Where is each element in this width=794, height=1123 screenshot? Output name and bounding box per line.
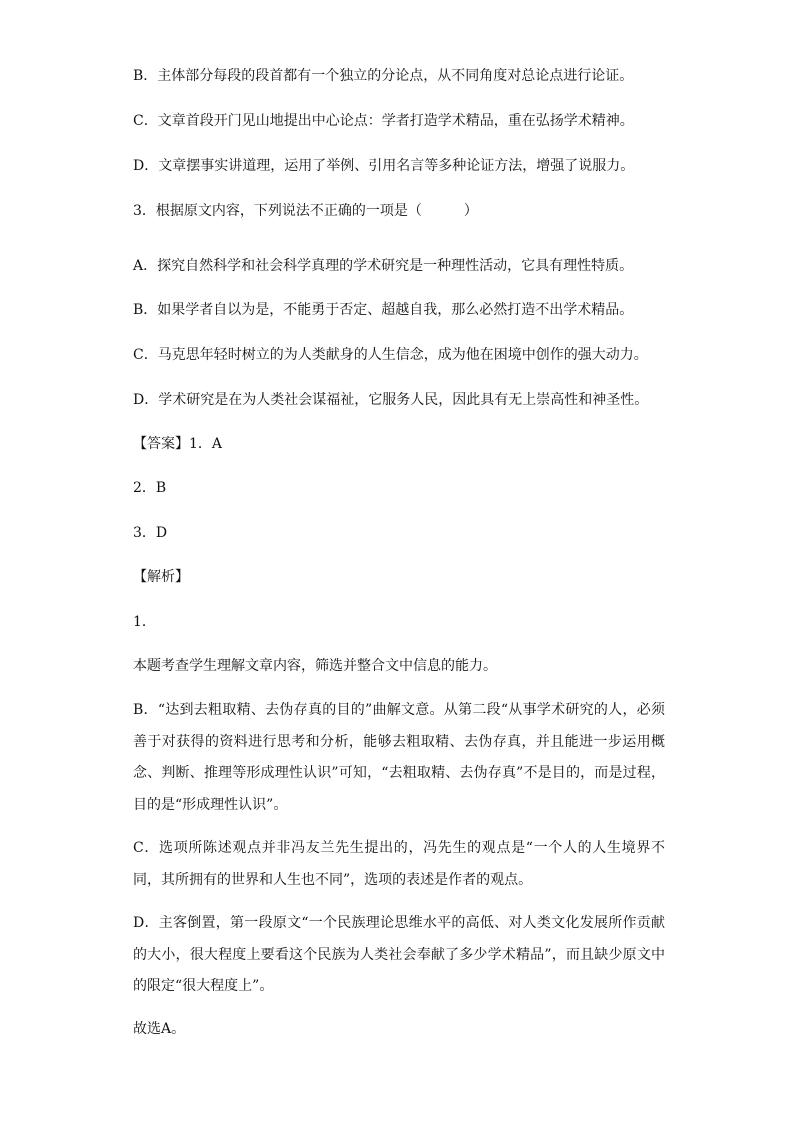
analysis-heading: 【解析】 <box>133 569 189 585</box>
q2-option-c: C．文章首段开门见山地提出中心论点：学者打造学术精品，重在弘扬学术精神。 <box>133 113 634 129</box>
analysis-intro: 本题考查学生理解文章内容，筛选并整合文中信息的能力。 <box>133 658 497 674</box>
analysis-option-d: D．主客倒置，第一段原文“一个民族理论思维水平的高低、对人类文化发展所作贡献的大小，很大程度上要看这个民族为人类社会奉献了多少学术精品”，而且缺少原文中的限定“很大程度上”。 <box>133 915 665 994</box>
q3-option-d: D．学术研究是在为人类社会谋福祉，它服务人民，因此具有无上崇高性和神圣性。 <box>133 392 649 408</box>
analysis-option-c: C．选项所陈述观点并非冯友兰先生提出的，冯先生的观点是“一个人的人生境界不同，其所拥有的世界和人生也不同”，选项的表述是作者的观点。 <box>133 840 665 888</box>
q3-option-b: B．如果学者自以为是，不能勇于否定、超越自我，那么必然打造不出学术精品。 <box>133 302 634 318</box>
q2-option-d: D．文章摆事实讲道理，运用了举例、引用名言等多种论证方法，增强了说服力。 <box>133 158 635 174</box>
q3-stem: 3．根据原文内容，下列说法不正确的一项是（ ） <box>133 203 478 219</box>
answer-line-3: 3．D <box>133 525 168 541</box>
q2-option-b: B．主体部分每段的段首都有一个独立的分论点，从不同角度对总论点进行论证。 <box>133 68 634 84</box>
answer-line-2: 2．B <box>133 480 167 496</box>
analysis-conclusion: 故选A。 <box>133 1021 186 1037</box>
q3-option-a: A．探究自然科学和社会科学真理的学术研究是一种理性活动，它具有理性特质。 <box>133 258 634 274</box>
analysis-number: 1． <box>133 614 156 630</box>
q3-option-c: C．马克思年轻时树立的为人类献身的人生信念，成为他在困境中创作的强大动力。 <box>133 347 648 363</box>
analysis-option-b: B．“达到去粗取精、去伪存真的目的”曲解文意。从第二段“从事学术研究的人，必须善于对获得的资料进行思考和分析，能够去粗取精、去伪存真，并且能进一步运用概念、判断、推理等形成理性认识”可知，“去粗取精、去伪存真”不是目的，而是过程，目的是“形成理性认识”。 <box>133 702 665 813</box>
answer-line-1: 【答案】1．A <box>133 436 223 452</box>
